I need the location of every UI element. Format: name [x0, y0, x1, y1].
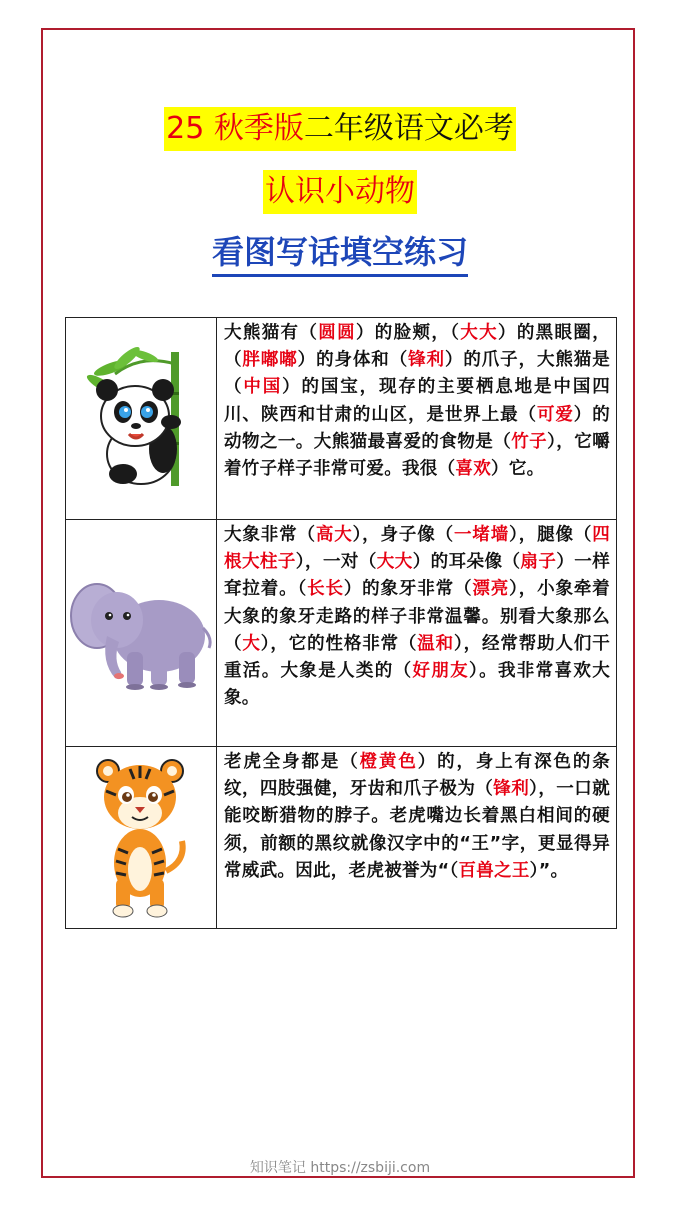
passage-text: 大熊猫有（: [224, 323, 319, 343]
answer-text: 高大: [315, 525, 353, 545]
passage-text: ）的爪子，大熊猫是（: [224, 350, 610, 398]
answer-text: 胖嘟嘟: [242, 350, 298, 371]
answer-text: 漂亮: [472, 579, 510, 600]
passage-text: 老虎全身都是（: [224, 752, 360, 772]
elephant-passage: [217, 520, 617, 747]
worksheet-table: [65, 317, 617, 929]
answer-text: 大: [242, 633, 261, 654]
panda-picture-cell: [66, 318, 217, 520]
passage-text: ）的象牙非常（: [343, 579, 473, 600]
passage-text: ），腿像（: [509, 525, 593, 545]
title-highlight: [164, 107, 516, 151]
passage-text: ）它。: [491, 459, 545, 480]
answer-text: 一堵墙: [454, 525, 510, 545]
answer-text: 可爱: [536, 404, 574, 425]
title-black-part: 二年级语文必考: [303, 111, 514, 146]
passage-text: ）的黑眼圈，（: [224, 323, 610, 371]
passage-text: ），它嚼着竹子样子非常可爱。我很（: [224, 431, 610, 480]
tiger-passage: [217, 747, 617, 929]
title-line-1: [0, 107, 680, 151]
passage-text: ），小象牵着大象的象牙走路的样子非常温馨。别看大象那么（: [224, 579, 610, 654]
answer-text: 锋利: [493, 779, 530, 800]
passage-text: ）的，身上有深色的条纹，四肢强健，牙齿和爪子极为（: [224, 752, 610, 800]
passage-text: ）的耳朵像（: [412, 552, 521, 573]
title-topic: 认识小动物: [263, 170, 417, 214]
passage-text: ）”。: [529, 860, 569, 881]
footer-watermark: 知识笔记 https://zsbiji.com: [249, 1160, 431, 1176]
subtitle-row: [0, 230, 680, 277]
answer-text: 锋利: [408, 350, 445, 371]
answer-text: 扇子: [520, 552, 557, 573]
tiger-icon: [86, 751, 196, 921]
passage-text: ）一样耷拉着。（: [224, 552, 611, 600]
answer-text: 长长: [307, 579, 344, 600]
answer-text: 中国: [243, 377, 283, 398]
passage-text: ），一对（: [295, 552, 377, 573]
title-red-part: 25 秋季版: [166, 111, 304, 146]
passage-text: 大象非常（: [224, 525, 316, 545]
answer-text: 大大: [376, 552, 413, 573]
passage-text: ），经常帮助人们干重活。大象是人类的（: [224, 633, 610, 682]
answer-text: 四根大柱子: [224, 525, 611, 573]
passage-text: ），它的性格非常（: [260, 633, 418, 654]
elephant-icon: [67, 566, 215, 696]
passage-text: ）的身体和（: [297, 350, 409, 371]
answer-text: 温和: [417, 633, 455, 654]
answer-text: 好朋友: [412, 661, 470, 682]
elephant-picture-cell: [66, 520, 217, 747]
passage-text: ），身子像（: [352, 525, 455, 545]
passage-text: ），一口就能咬断猎物的脖子。老虎嘴边长着黑白相间的硬须，前额的黑纹就像汉字中的“王”字，更显得异常威武。因此，老虎被誉为“（: [224, 779, 611, 881]
passage-text: ）的动物之一。大熊猫最喜爱的食物是（: [224, 404, 610, 452]
passage-text: ）的国宝，现存的主要栖息地是中国四川、陕西和甘肃的山区，是世界上最（: [224, 377, 610, 425]
title-line-2: [0, 170, 680, 214]
answer-text: 百兽之王: [458, 860, 530, 881]
answer-text: 竹子: [511, 431, 548, 452]
panda-passage: [217, 318, 617, 520]
table-row: [66, 318, 617, 520]
answer-text: 大大: [460, 323, 498, 343]
subtitle: 看图写话填空练习: [212, 230, 468, 277]
table-row: [66, 520, 617, 747]
panda-icon: [71, 344, 211, 489]
tiger-picture-cell: [66, 747, 217, 929]
answer-text: 喜欢: [455, 459, 492, 480]
answer-text: 圆圆: [318, 323, 356, 343]
answer-text: 橙黄色: [359, 752, 418, 772]
passage-text: ）的脸颊，（: [355, 323, 461, 343]
passage-text: ）。我非常喜欢大象。: [224, 661, 610, 709]
table-row: [66, 747, 617, 929]
